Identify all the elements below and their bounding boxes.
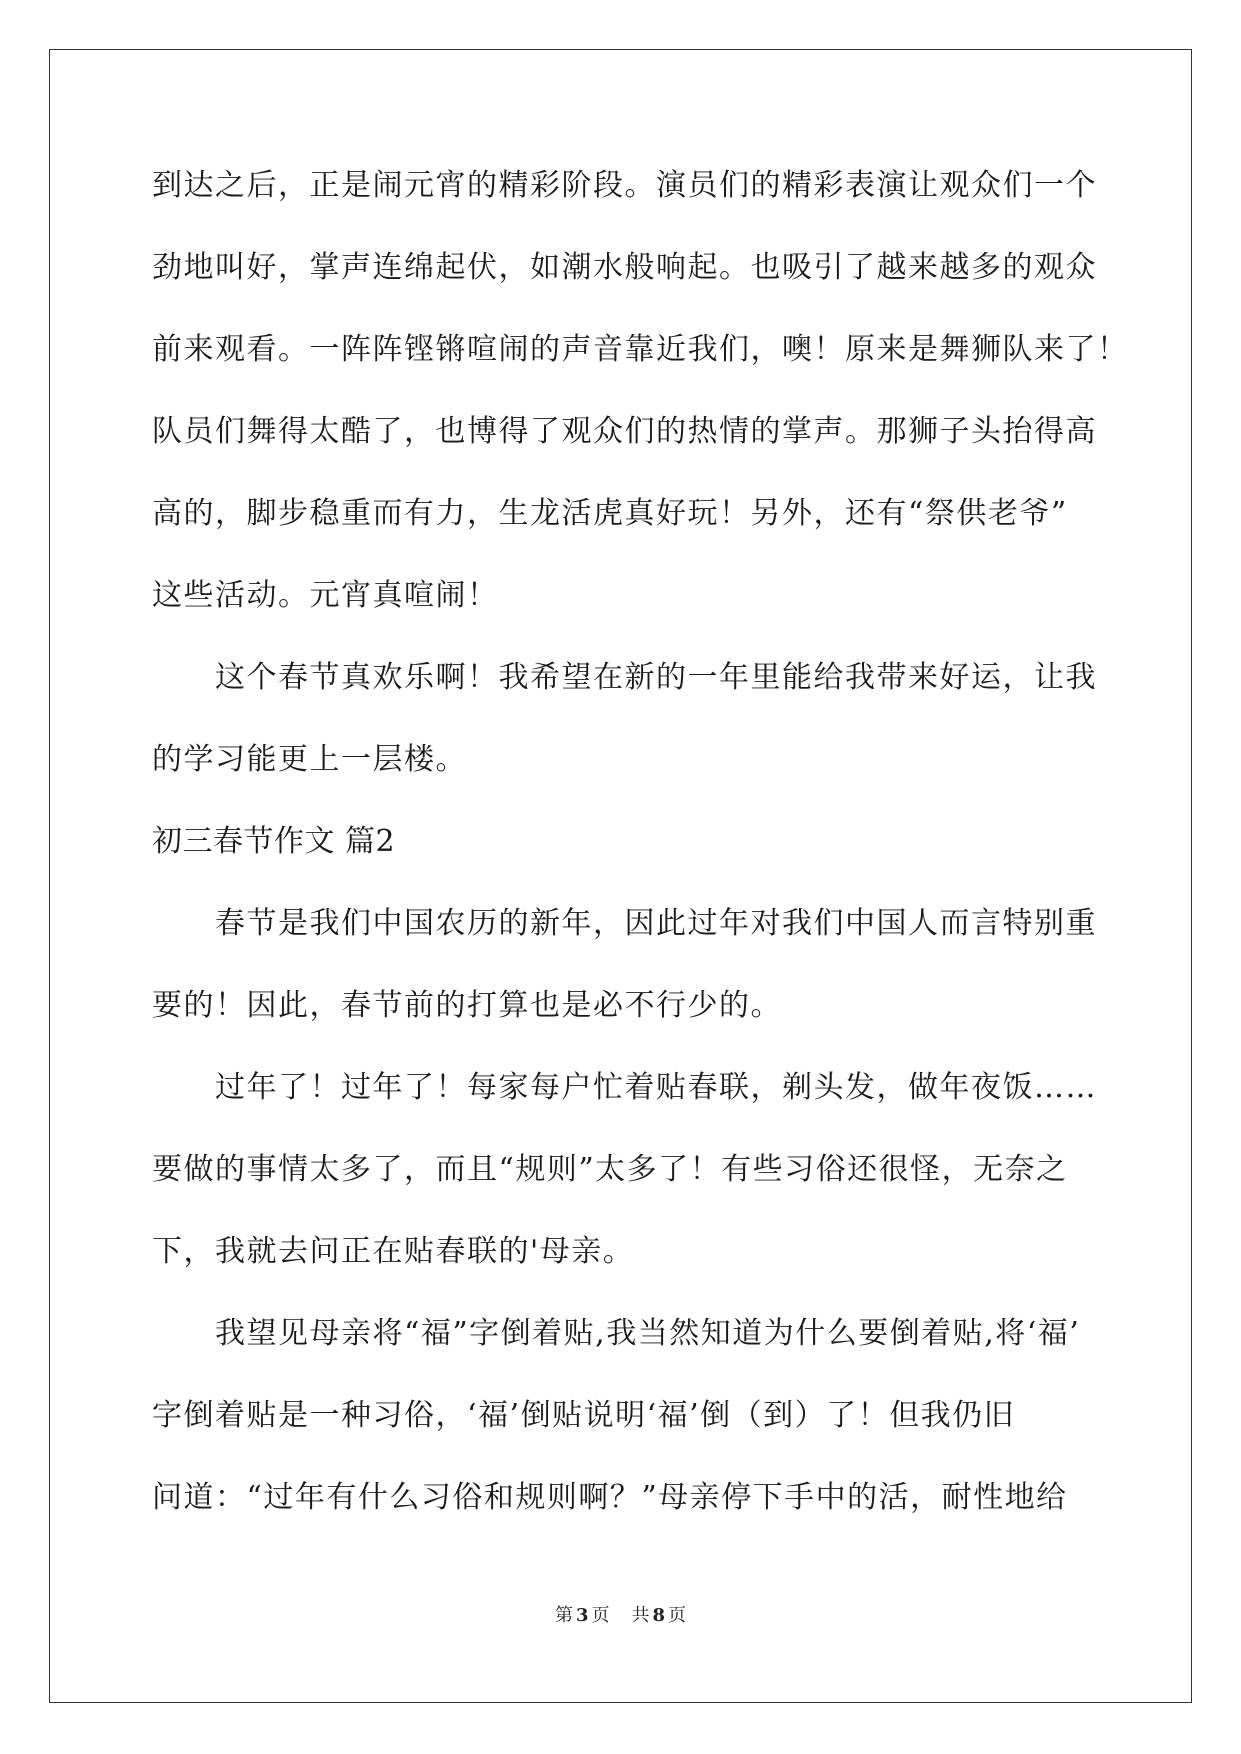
paragraph-start-line: 过年了！过年了！每家每户忙着贴春联，剃头发，做年夜饭…… [215,1070,1097,1105]
text-line: 问道：“过年有什么习俗和规则啊？”母亲停下手中的活，耐性地给 [152,1480,1068,1515]
footer-prefix: 第 [554,1605,573,1626]
footer-page-word: 页 [591,1605,610,1626]
footer-total-prefix: 共 [631,1605,650,1626]
page-footer [0,1601,1241,1627]
current-page-number: 3 [575,1605,589,1626]
paragraph-start-line: 这个春节真欢乐啊！我希望在新的一年里能给我带来好运，让我 [215,660,1097,695]
text-line: 到达之后，正是闹元宵的精彩阶段。演员们的精彩表演让观众们一个 [152,168,1097,203]
total-pages-number: 8 [652,1605,666,1626]
paragraph-start-line: 我望见母亲将“福”字倒着贴,我当然知道为什么要倒着贴,将‘福’ [215,1316,1081,1351]
text-line: 这些活动。元宵真喧闹！ [152,578,499,613]
footer-total-suffix: 页 [668,1605,687,1626]
text-line: 要的！因此，春节前的打算也是必不行少的。 [152,988,782,1023]
text-line: 下，我就去问正在贴春联的'母亲。 [152,1234,635,1269]
section-heading: 初三春节作文 篇2 [152,824,396,859]
text-line: 前来观看。一阵阵铿锵喧闹的声音靠近我们，噢！原来是舞狮队来了！ [152,332,1129,367]
document-body [152,145,1129,1539]
paragraph-start-line: 春节是我们中国农历的新年，因此过年对我们中国人而言特别重 [215,906,1097,941]
text-line: 的学习能更上一层楼。 [152,742,467,777]
text-line: 字倒着贴是一种习俗，‘福’倒贴说明‘福’倒（到）了！但我仍旧 [152,1398,1016,1433]
text-line: 劲地叫好，掌声连绵起伏，如潮水般响起。也吸引了越来越多的观众 [152,250,1097,285]
text-line: 要做的事情太多了，而且“规则”太多了！有些习俗还很怪，无奈之 [152,1152,1068,1187]
text-line: 队员们舞得太酷了，也博得了观众们的热情的掌声。那狮子头抬得高 [152,414,1097,449]
text-line: 高的，脚步稳重而有力，生龙活虎真好玩！另外，还有“祭供老爷” [152,496,1068,531]
